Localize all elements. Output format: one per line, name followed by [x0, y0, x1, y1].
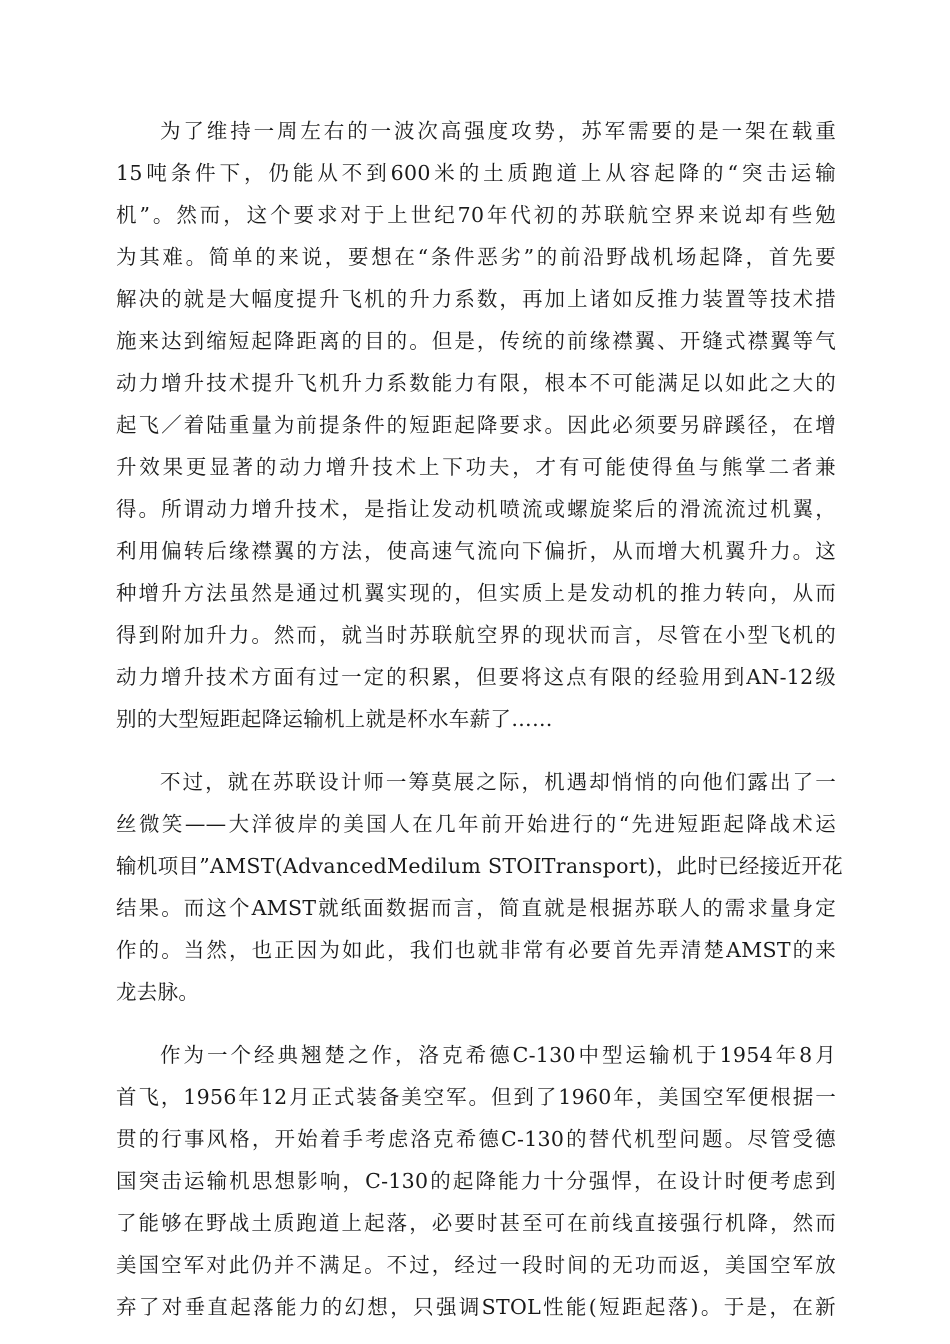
text-line: 得。所谓动力增升技术，是指让发动机喷流或螺旋桨后的滑流流过机翼， [116, 497, 836, 521]
text-line: 解决的就是大幅度提升飞机的升力系数，再加上诸如反推力装置等技术措 [116, 287, 836, 311]
text-line: 施来达到缩短起降距离的目的。但是，传统的前缘襟翼、开缝式襟翼等气 [116, 329, 836, 353]
text-line: 动力增升技术方面有过一定的积累，但要将这点有限的经验用到AN-12级 [116, 665, 836, 689]
paragraph-3 [116, 1034, 836, 1328]
text-line: 作为一个经典翘楚之作，洛克希德C-130中型运输机于1954年8月 [160, 1043, 836, 1067]
text-line: 得到附加升力。然而，就当时苏联航空界的现状而言，尽管在小型飞机的 [116, 623, 836, 647]
document-body [116, 110, 843, 1328]
text-line: 作的。当然，也正因为如此，我们也就非常有必要首先弄清楚AMST的来 [116, 938, 836, 962]
text-line: 为其难。简单的来说，要想在“条件恶劣”的前沿野战机场起降，首先要 [116, 245, 836, 269]
text-line: 弃了对垂直起落能力的幻想，只强调STOL性能(短距起落)。于是，在新 [116, 1295, 836, 1319]
text-line: 首飞，1956年12月正式装备美空军。但到了1960年，美国空军便根据一 [116, 1085, 836, 1109]
text-line: 丝微笑——大洋彼岸的美国人在几年前开始进行的“先进短距起降战术运 [116, 812, 836, 836]
text-line: 国突击运输机思想影响，C-130的起降能力十分强悍，在设计时便考虑到 [116, 1169, 836, 1193]
paragraph-spacer [116, 740, 836, 761]
paragraph-spacer [116, 1013, 836, 1034]
text-line: 种增升方法虽然是通过机翼实现的，但实质上是发动机的推力转向，从而 [116, 581, 836, 605]
text-line: 动力增升技术提升飞机升力系数能力有限，根本不可能满足以如此之大的 [116, 371, 836, 395]
paragraph-1 [116, 110, 836, 740]
text-line: 贯的行事风格，开始着手考虑洛克希德C-130的替代机型问题。尽管受德 [116, 1127, 836, 1151]
text-line: 15吨条件下，仍能从不到600米的土质跑道上从容起降的“突击运输 [116, 161, 836, 185]
text-line: 升效果更显著的动力增升技术上下功夫，才有可能使得鱼与熊掌二者兼 [116, 455, 836, 479]
text-line: 输机项目”AMST(AdvancedMedilum STOITransport)，此时已经接近开花 [116, 854, 843, 878]
text-line: 结果。而这个AMST就纸面数据而言，简直就是根据苏联人的需求量身定 [116, 896, 836, 920]
paragraph-2 [116, 761, 843, 1013]
text-line: 机”。然而，这个要求对于上世纪70年代初的苏联航空界来说却有些勉 [116, 203, 836, 227]
text-line: 利用偏转后缘襟翼的方法，使高速气流向下偏折，从而增大机翼升力。这 [116, 539, 836, 563]
text-line: 不过，就在苏联设计师一筹莫展之际，机遇却悄悄的向他们露出了一 [160, 770, 836, 794]
text-line: 龙去脉。 [116, 980, 200, 1004]
text-line: 美国空军对此仍并不满足。不过，经过一段时间的无功而返，美国空军放 [116, 1253, 836, 1277]
text-line: 了能够在野战土质跑道上起落，必要时甚至可在前线直接强行机降，然而 [116, 1211, 836, 1235]
text-line: 起飞／着陆重量为前提条件的短距起降要求。因此必须要另辟蹊径，在增 [116, 413, 836, 437]
text-line: 别的大型短距起降运输机上就是杯水车薪了…… [116, 707, 553, 731]
text-line: 为了维持一周左右的一波次高强度攻势，苏军需要的是一架在载重 [160, 119, 836, 143]
